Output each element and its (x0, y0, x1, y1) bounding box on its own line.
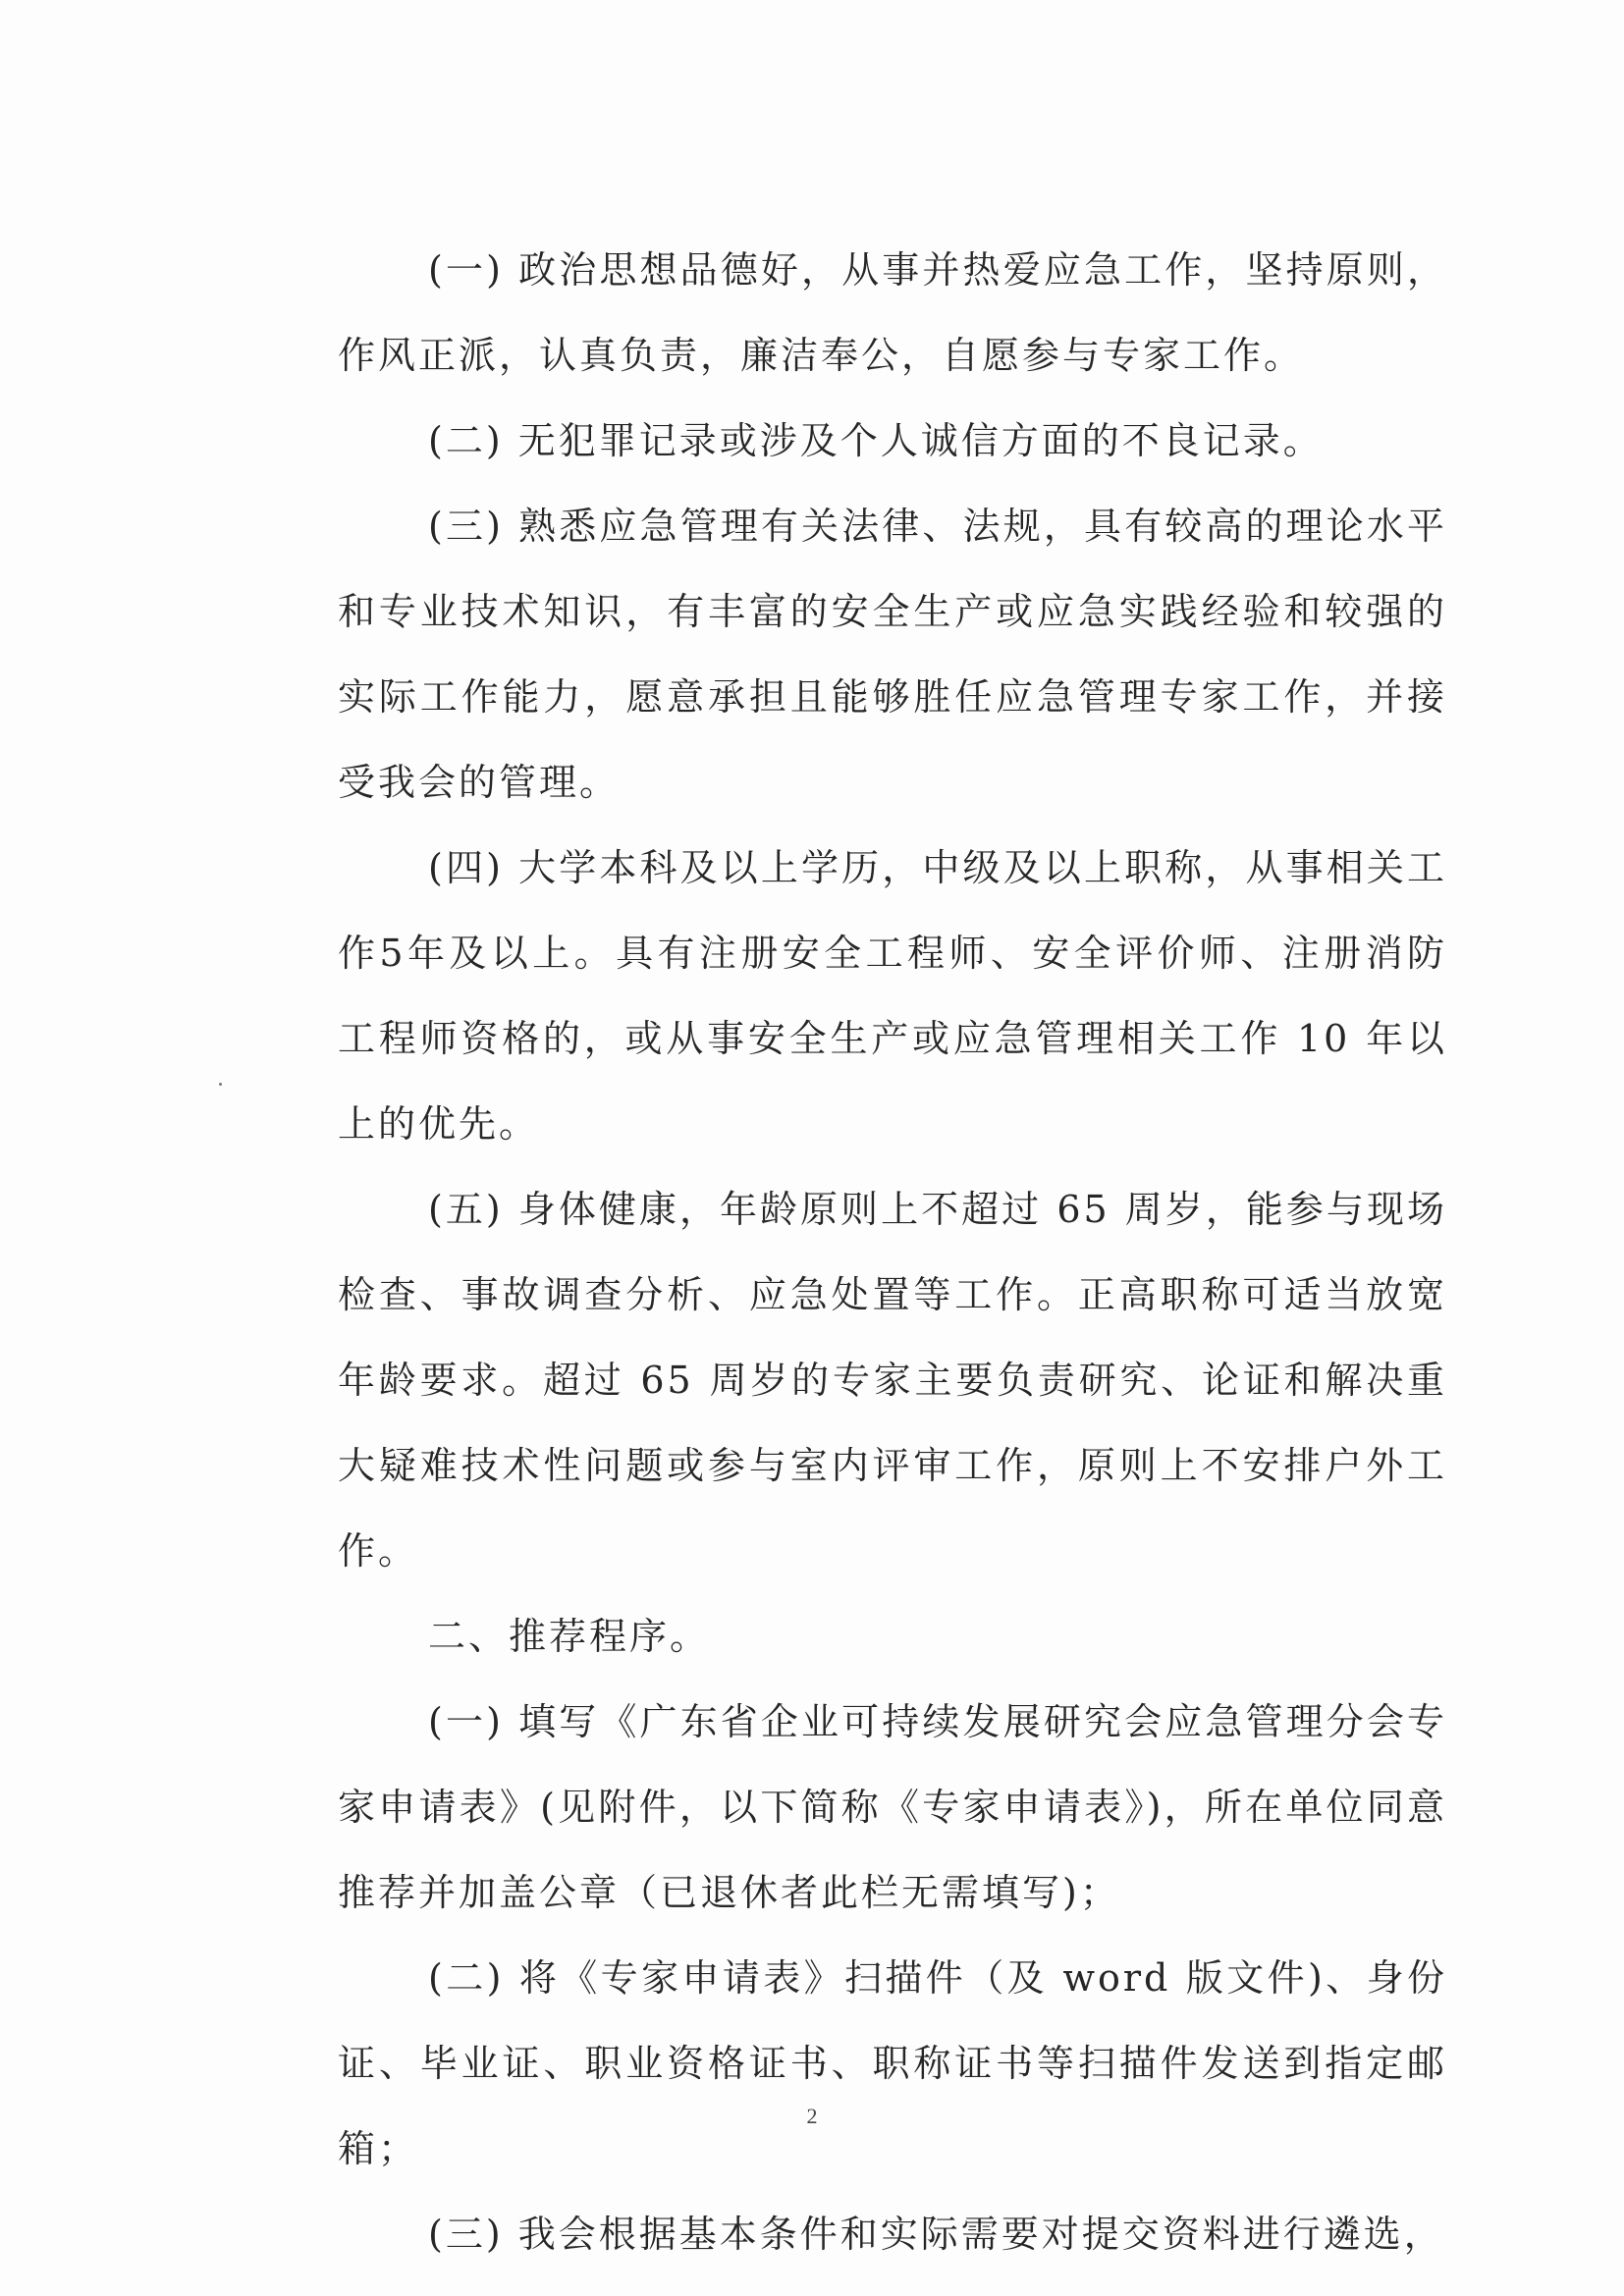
paragraph-procedure-2: (二) 将《专家申请表》扫描件（及 word 版文件)、身份证、毕业证、职业资格证书、职称证书等扫描件发送到指定邮箱； (338, 1956, 1447, 2170)
paragraph-criteria-5: (五) 身体健康，年龄原则上不超过 65 周岁，能参与现场检查、事故调查分析、应急处置等工作。正高职称可适当放宽年龄要求。超过 65 周岁的专家主要负责研究、论证和解决重大疑难技术性问题或参与室内评审工作，原则上不安排户外工作。 (338, 1188, 1447, 1573)
paragraph-procedure-3: (三) 我会根据基本条件和实际需要对提交资料进行遴选， (428, 2213, 1444, 2256)
paragraph-procedure-1: (一) 填写《广东省企业可持续发展研究会应急管理分会专家申请表》(见附件，以下简称《专家申请表》)，所在单位同意推荐并加盖公章（已退休者此栏无需填写)； (338, 1700, 1447, 1914)
paragraph-criteria-2: (二) 无犯罪记录或涉及个人诚信方面的不良记录。 (428, 419, 1324, 462)
body-text (338, 228, 1447, 2277)
scan-speck (219, 1083, 222, 1086)
section-heading-procedure: 二、推荐程序。 (428, 1615, 711, 1658)
paragraph-criteria-1: (一) 政治思想品德好，从事并热爱应急工作，坚持原则，作风正派，认真负责，廉洁奉公，自愿参与专家工作。 (338, 248, 1447, 377)
paragraph-criteria-3: (三) 熟悉应急管理有关法律、法规，具有较高的理论水平和专业技术知识，有丰富的安全生产或应急实践经验和较强的实际工作能力，愿意承担且能够胜任应急管理专家工作，并接受我会的管理。 (338, 505, 1447, 804)
page-number: 2 (806, 2104, 818, 2128)
paragraph-criteria-4: (四) 大学本科及以上学历，中级及以上职称，从事相关工作5年及以上。具有注册安全工程师、安全评价师、注册消防工程师资格的，或从事安全生产或应急管理相关工作 10 年以上的优先。 (338, 846, 1447, 1146)
